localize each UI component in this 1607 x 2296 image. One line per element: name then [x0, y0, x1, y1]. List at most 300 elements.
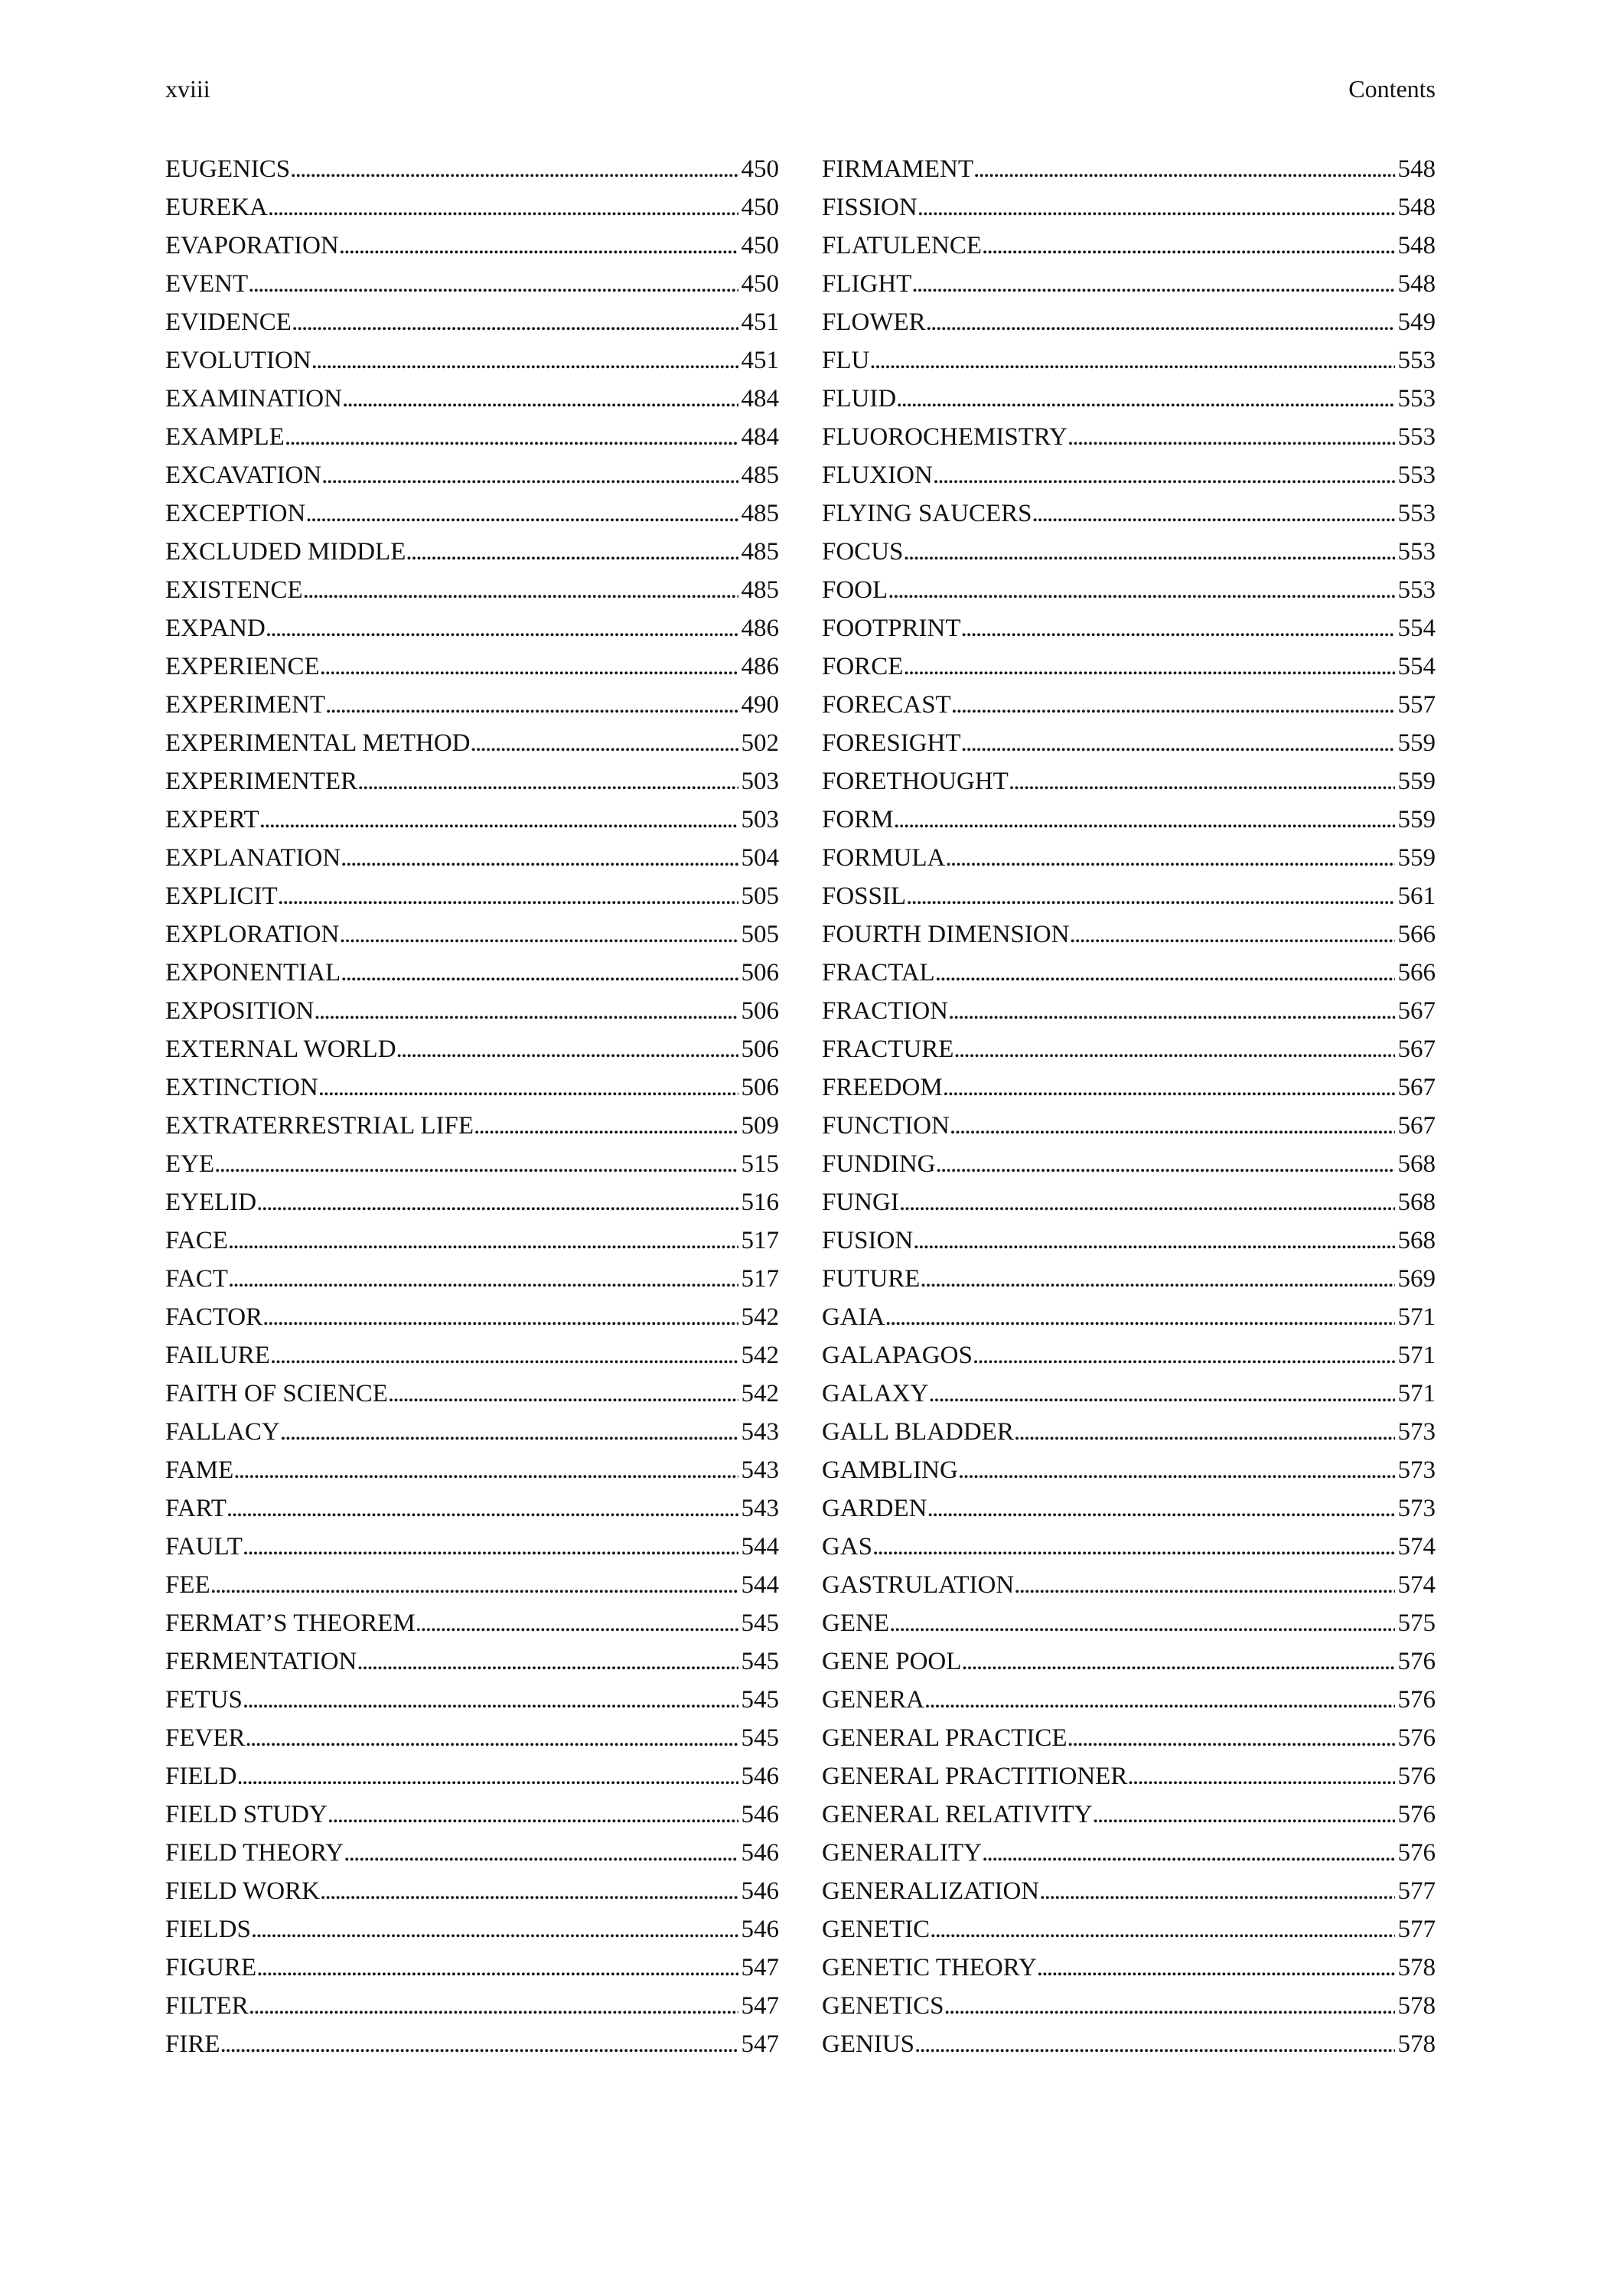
entry-term: GENE POOL — [822, 1648, 962, 1675]
entry-page-number: 506 — [741, 1035, 779, 1063]
dot-leader — [262, 1298, 738, 1336]
entry-term: GENERA — [822, 1686, 924, 1714]
dot-leader — [210, 1566, 738, 1604]
dot-leader — [320, 1872, 738, 1910]
dot-leader — [237, 1757, 738, 1795]
contents-entry — [822, 1757, 1436, 1795]
dot-leader — [318, 1068, 738, 1107]
contents-entry — [165, 456, 779, 494]
entry-page-number: 450 — [741, 232, 779, 259]
contents-entry — [165, 571, 779, 609]
dot-leader — [471, 724, 738, 762]
dot-leader — [973, 1336, 1395, 1375]
entry-page-number: 505 — [741, 921, 779, 948]
entry-term: EXPOSITION — [165, 997, 315, 1025]
entry-term: FORM — [822, 806, 894, 833]
dot-leader — [945, 839, 1394, 877]
entry-page-number: 545 — [741, 1648, 779, 1675]
dot-leader — [249, 1987, 738, 2025]
dot-leader — [290, 150, 738, 188]
dot-leader — [406, 533, 738, 571]
dot-leader — [233, 1451, 738, 1489]
dot-leader — [341, 954, 738, 992]
entry-page-number: 542 — [741, 1380, 779, 1407]
entry-page-number: 546 — [741, 1839, 779, 1867]
dot-leader — [357, 1642, 738, 1681]
entry-page-number: 575 — [1397, 1609, 1436, 1637]
entry-page-number: 545 — [741, 1686, 779, 1714]
contents-entry — [165, 1949, 779, 1987]
contents-entry — [165, 1681, 779, 1719]
dot-leader — [920, 1260, 1394, 1298]
contents-column-right — [822, 150, 1436, 2063]
dot-leader — [1009, 762, 1395, 801]
contents-entry — [165, 1107, 779, 1145]
entry-term: FIELDS — [165, 1916, 251, 1943]
entry-term: FRACTAL — [822, 959, 935, 987]
entry-page-number: 557 — [1397, 691, 1436, 719]
entry-page-number: 566 — [1397, 921, 1436, 948]
dot-leader — [1068, 1719, 1395, 1757]
entry-term: EYELID — [165, 1189, 257, 1216]
entry-page-number: 548 — [1397, 232, 1436, 259]
dot-leader — [270, 1336, 738, 1375]
dot-leader — [1014, 1413, 1395, 1451]
entry-page-number: 553 — [1397, 576, 1436, 604]
contents-entry — [165, 1260, 779, 1298]
dot-leader — [1037, 1949, 1395, 1987]
entry-term: EUREKA — [165, 194, 268, 221]
entry-page-number: 574 — [1397, 1533, 1436, 1561]
dot-leader — [936, 1145, 1395, 1183]
contents-entry — [822, 188, 1436, 227]
contents-entry — [165, 647, 779, 686]
dot-leader — [285, 418, 738, 456]
entry-term: GENERALITY — [822, 1839, 982, 1867]
entry-page-number: 503 — [741, 806, 779, 833]
contents-entry — [822, 1221, 1436, 1260]
contents-entry — [822, 2025, 1436, 2063]
entry-page-number: 567 — [1397, 997, 1436, 1025]
entry-page-number: 515 — [741, 1150, 779, 1178]
dot-leader — [321, 456, 738, 494]
contents-entry — [822, 303, 1436, 341]
entry-page-number: 545 — [741, 1609, 779, 1637]
contents-entry — [822, 1681, 1436, 1719]
entry-page-number: 542 — [741, 1303, 779, 1331]
contents-entry — [165, 1375, 779, 1413]
dot-leader — [982, 227, 1395, 265]
dot-leader — [1069, 915, 1394, 954]
dot-leader — [328, 1795, 738, 1834]
entry-page-number: 450 — [741, 194, 779, 221]
entry-term: EVOLUTION — [165, 347, 311, 374]
contents-entry — [822, 341, 1436, 380]
dot-leader — [951, 686, 1395, 724]
dot-leader — [268, 188, 738, 227]
contents-entry — [165, 2025, 779, 2063]
dot-leader — [220, 2025, 738, 2063]
entry-page-number: 548 — [1397, 270, 1436, 298]
contents-entry — [822, 1451, 1436, 1489]
dot-leader — [243, 1528, 738, 1566]
contents-entry — [165, 1068, 779, 1107]
dot-leader — [305, 494, 738, 533]
contents-entry — [165, 801, 779, 839]
contents-entry — [822, 1298, 1436, 1336]
dot-leader — [928, 1375, 1394, 1413]
dot-leader — [259, 801, 738, 839]
dot-leader — [1014, 1566, 1394, 1604]
entry-term: EXPERT — [165, 806, 259, 833]
entry-term: FORESIGHT — [822, 729, 961, 757]
dot-leader — [961, 609, 1395, 647]
contents-entry — [822, 1566, 1436, 1604]
entry-term: EXTRATERRESTRIAL LIFE — [165, 1112, 474, 1140]
entry-page-number: 569 — [1397, 1265, 1436, 1293]
entry-term: EXPERIMENTAL METHOD — [165, 729, 471, 757]
contents-entry — [822, 762, 1436, 801]
entry-page-number: 568 — [1397, 1227, 1436, 1254]
dot-leader — [416, 1604, 738, 1642]
entry-term: GAS — [822, 1533, 873, 1561]
contents-entry — [165, 1566, 779, 1604]
dot-leader — [961, 724, 1395, 762]
entry-page-number: 559 — [1397, 844, 1436, 872]
dot-leader — [228, 1221, 738, 1260]
page-header — [165, 73, 1436, 104]
entry-page-number: 543 — [741, 1495, 779, 1522]
entry-page-number: 485 — [741, 461, 779, 489]
contents-entry — [165, 533, 779, 571]
entry-term: FEVER — [165, 1724, 246, 1752]
entry-page-number: 485 — [741, 500, 779, 527]
entry-term: EVENT — [165, 270, 249, 298]
dot-leader — [256, 1183, 738, 1221]
entry-page-number: 485 — [741, 576, 779, 604]
contents-entry — [822, 609, 1436, 647]
dot-leader — [474, 1107, 738, 1145]
contents-entry — [822, 571, 1436, 609]
contents-entry — [165, 1489, 779, 1528]
entry-page-number: 571 — [1397, 1342, 1436, 1369]
entry-page-number: 553 — [1397, 423, 1436, 451]
entry-term: EXPLICIT — [165, 882, 278, 910]
contents-entry — [165, 1336, 779, 1375]
entry-term: FORECAST — [822, 691, 951, 719]
contents-entry — [165, 1183, 779, 1221]
dot-leader — [246, 1719, 738, 1757]
entry-page-number: 451 — [741, 347, 779, 374]
entry-page-number: 486 — [741, 615, 779, 642]
contents-entry — [165, 341, 779, 380]
entry-page-number: 576 — [1397, 1839, 1436, 1867]
dot-leader — [899, 1183, 1395, 1221]
entry-page-number: 547 — [741, 1992, 779, 2020]
entry-term: FLIGHT — [822, 270, 912, 298]
contents-entry — [822, 1145, 1436, 1183]
contents-entry — [165, 877, 779, 915]
entry-term: FIRMAMENT — [822, 155, 974, 183]
entry-page-number: 554 — [1397, 615, 1436, 642]
dot-leader — [311, 341, 738, 380]
entry-page-number: 543 — [741, 1456, 779, 1484]
dot-leader — [278, 877, 738, 915]
dot-leader — [973, 150, 1394, 188]
dot-leader — [388, 1375, 738, 1413]
contents-entry — [822, 494, 1436, 533]
contents-entry — [165, 188, 779, 227]
contents-entry — [822, 1872, 1436, 1910]
entry-page-number: 567 — [1397, 1074, 1436, 1101]
contents-entry — [165, 1834, 779, 1872]
entry-page-number: 568 — [1397, 1150, 1436, 1178]
contents-entry — [822, 1528, 1436, 1566]
dot-leader — [251, 1910, 738, 1949]
entry-term: GALAPAGOS — [822, 1342, 973, 1369]
entry-term: EVAPORATION — [165, 232, 339, 259]
entry-term: EUGENICS — [165, 155, 291, 183]
dot-leader — [911, 265, 1394, 303]
dot-leader — [944, 1987, 1395, 2025]
contents-entry — [165, 1298, 779, 1336]
entry-page-number: 506 — [741, 959, 779, 987]
entry-page-number: 578 — [1397, 2030, 1436, 2058]
entry-term: GENE — [822, 1609, 889, 1637]
entry-term: EXPLANATION — [165, 844, 341, 872]
dot-leader — [926, 303, 1395, 341]
entry-term: FAILURE — [165, 1342, 270, 1369]
entry-term: FLUXION — [822, 461, 933, 489]
contents-entry — [165, 839, 779, 877]
entry-page-number: 578 — [1397, 1954, 1436, 1981]
contents-entry — [165, 1030, 779, 1068]
contents-entry — [822, 1336, 1436, 1375]
dot-leader — [292, 303, 738, 341]
entry-term: FUTURE — [822, 1265, 921, 1293]
contents-entry — [165, 303, 779, 341]
entry-term: FILTER — [165, 1992, 249, 2020]
dot-leader — [339, 915, 738, 954]
entry-term: GENERALIZATION — [822, 1877, 1040, 1905]
dot-leader — [266, 609, 738, 647]
contents-entry — [822, 915, 1436, 954]
entry-term: GENETICS — [822, 1992, 944, 2020]
entry-term: FRACTION — [822, 997, 949, 1025]
entry-term: EXPLORATION — [165, 921, 340, 948]
contents-entry — [822, 647, 1436, 686]
entry-page-number: 544 — [741, 1571, 779, 1599]
entry-page-number: 576 — [1397, 1724, 1436, 1752]
entry-term: FISSION — [822, 194, 918, 221]
dot-leader — [906, 877, 1394, 915]
contents-entry — [822, 456, 1436, 494]
contents-entry — [165, 1719, 779, 1757]
section-title: Contents — [1348, 75, 1436, 103]
entry-page-number: 554 — [1397, 653, 1436, 680]
entry-page-number: 577 — [1397, 1877, 1436, 1905]
entry-term: FIELD STUDY — [165, 1801, 328, 1828]
dot-leader — [1127, 1757, 1394, 1795]
contents-entry — [822, 877, 1436, 915]
entry-term: GENERAL PRACTICE — [822, 1724, 1068, 1752]
dot-leader — [885, 1298, 1394, 1336]
dot-leader — [889, 1604, 1395, 1642]
dot-leader — [214, 1145, 738, 1183]
contents-entry — [165, 380, 779, 418]
entry-page-number: 509 — [741, 1112, 779, 1140]
dot-leader — [930, 1910, 1394, 1949]
contents-entry — [165, 1795, 779, 1834]
contents-entry — [165, 686, 779, 724]
entry-term: EXCEPTION — [165, 500, 306, 527]
contents-entry — [165, 1642, 779, 1681]
entry-page-number: 516 — [741, 1189, 779, 1216]
entry-page-number: 548 — [1397, 194, 1436, 221]
entry-term: GAIA — [822, 1303, 885, 1331]
contents-entry — [822, 1107, 1436, 1145]
dot-leader — [303, 571, 738, 609]
dot-leader — [903, 647, 1394, 686]
dot-leader — [961, 1642, 1394, 1681]
entry-page-number: 517 — [741, 1227, 779, 1254]
dot-leader — [320, 647, 738, 686]
dot-leader — [248, 265, 738, 303]
dot-leader — [950, 1107, 1395, 1145]
contents-entry — [822, 1642, 1436, 1681]
entry-term: EXPONENTIAL — [165, 959, 341, 987]
dot-leader — [933, 456, 1395, 494]
entry-page-number: 484 — [741, 423, 779, 451]
dot-leader — [1092, 1795, 1394, 1834]
entry-term: FUNCTION — [822, 1112, 950, 1140]
contents-entry — [822, 992, 1436, 1030]
contents-entry — [165, 1451, 779, 1489]
contents-entry — [165, 915, 779, 954]
entry-term: FORMULA — [822, 844, 946, 872]
entry-term: GENIUS — [822, 2030, 914, 2058]
entry-page-number: 547 — [741, 1954, 779, 1981]
entry-page-number: 576 — [1397, 1801, 1436, 1828]
contents-entry — [822, 265, 1436, 303]
dot-leader — [948, 992, 1394, 1030]
entry-page-number: 576 — [1397, 1686, 1436, 1714]
entry-term: EXPERIENCE — [165, 653, 320, 680]
contents-entry — [165, 1413, 779, 1451]
entry-term: EXCLUDED MIDDLE — [165, 538, 406, 566]
contents-entry — [165, 150, 779, 188]
entry-page-number: 561 — [1397, 882, 1436, 910]
entry-term: EXPERIMENT — [165, 691, 325, 719]
entry-page-number: 546 — [741, 1763, 779, 1790]
entry-term: GALAXY — [822, 1380, 929, 1407]
entry-page-number: 553 — [1397, 500, 1436, 527]
contents-entry — [822, 954, 1436, 992]
dot-leader — [1032, 494, 1395, 533]
contents-entry — [822, 1949, 1436, 1987]
entry-page-number: 553 — [1397, 538, 1436, 566]
entry-term: FACT — [165, 1265, 228, 1293]
entry-term: FIGURE — [165, 1954, 257, 1981]
entry-term: FORCE — [822, 653, 904, 680]
dot-leader — [982, 1834, 1395, 1872]
dot-leader — [344, 1834, 738, 1872]
entry-page-number: 549 — [1397, 308, 1436, 336]
entry-term: FLATULENCE — [822, 232, 982, 259]
contents-entry — [822, 418, 1436, 456]
contents-entry — [165, 494, 779, 533]
entry-page-number: 553 — [1397, 461, 1436, 489]
entry-term: FACE — [165, 1227, 228, 1254]
entry-term: EXTERNAL WORLD — [165, 1035, 396, 1063]
contents-entry — [822, 1260, 1436, 1298]
contents-entry — [822, 1834, 1436, 1872]
entry-term: EXAMPLE — [165, 423, 285, 451]
contents-entry — [822, 227, 1436, 265]
entry-term: GENERAL PRACTITIONER — [822, 1763, 1128, 1790]
contents-entry — [165, 265, 779, 303]
entry-term: FLYING SAUCERS — [822, 500, 1032, 527]
dot-leader — [243, 1681, 738, 1719]
entry-term: FREEDOM — [822, 1074, 943, 1101]
dot-leader — [924, 1681, 1395, 1719]
contents-entry — [822, 1719, 1436, 1757]
entry-page-number: 502 — [741, 729, 779, 757]
contents-entry — [165, 992, 779, 1030]
entry-term: FLUID — [822, 385, 897, 413]
contents-entry — [165, 954, 779, 992]
dot-leader — [958, 1451, 1395, 1489]
entry-page-number: 573 — [1397, 1495, 1436, 1522]
dot-leader — [1039, 1872, 1394, 1910]
entry-term: FUNGI — [822, 1189, 899, 1216]
entry-page-number: 450 — [741, 155, 779, 183]
entry-term: FALLACY — [165, 1418, 280, 1446]
entry-term: GENERAL RELATIVITY — [822, 1801, 1093, 1828]
dot-leader — [896, 380, 1394, 418]
entry-term: EXISTENCE — [165, 576, 303, 604]
entry-page-number: 573 — [1397, 1456, 1436, 1484]
entry-term: FIELD — [165, 1763, 237, 1790]
entry-term: FLUOROCHEMISTRY — [822, 423, 1068, 451]
contents-entry — [165, 1604, 779, 1642]
entry-term: FEE — [165, 1571, 210, 1599]
dot-leader — [927, 1489, 1395, 1528]
entry-term: FERMENTATION — [165, 1648, 357, 1675]
dot-leader — [396, 1030, 738, 1068]
entry-page-number: 571 — [1397, 1303, 1436, 1331]
entry-page-number: 486 — [741, 653, 779, 680]
entry-term: FOSSIL — [822, 882, 907, 910]
entry-page-number: 571 — [1397, 1380, 1436, 1407]
contents-entry — [165, 609, 779, 647]
dot-leader — [314, 992, 738, 1030]
dot-leader — [325, 686, 738, 724]
dot-leader — [918, 188, 1395, 227]
entry-term: EXAMINATION — [165, 385, 342, 413]
contents-entry — [822, 150, 1436, 188]
contents-entry — [822, 1604, 1436, 1642]
entry-page-number: 546 — [741, 1877, 779, 1905]
entry-term: FOOL — [822, 576, 888, 604]
dot-leader — [914, 2025, 1395, 2063]
dot-leader — [888, 571, 1394, 609]
contents-entry — [822, 533, 1436, 571]
page-number: xviii — [165, 75, 210, 103]
entry-term: GENETIC THEORY — [822, 1954, 1037, 1981]
entry-term: FAITH OF SCIENCE — [165, 1380, 388, 1407]
contents-entry — [822, 1183, 1436, 1221]
